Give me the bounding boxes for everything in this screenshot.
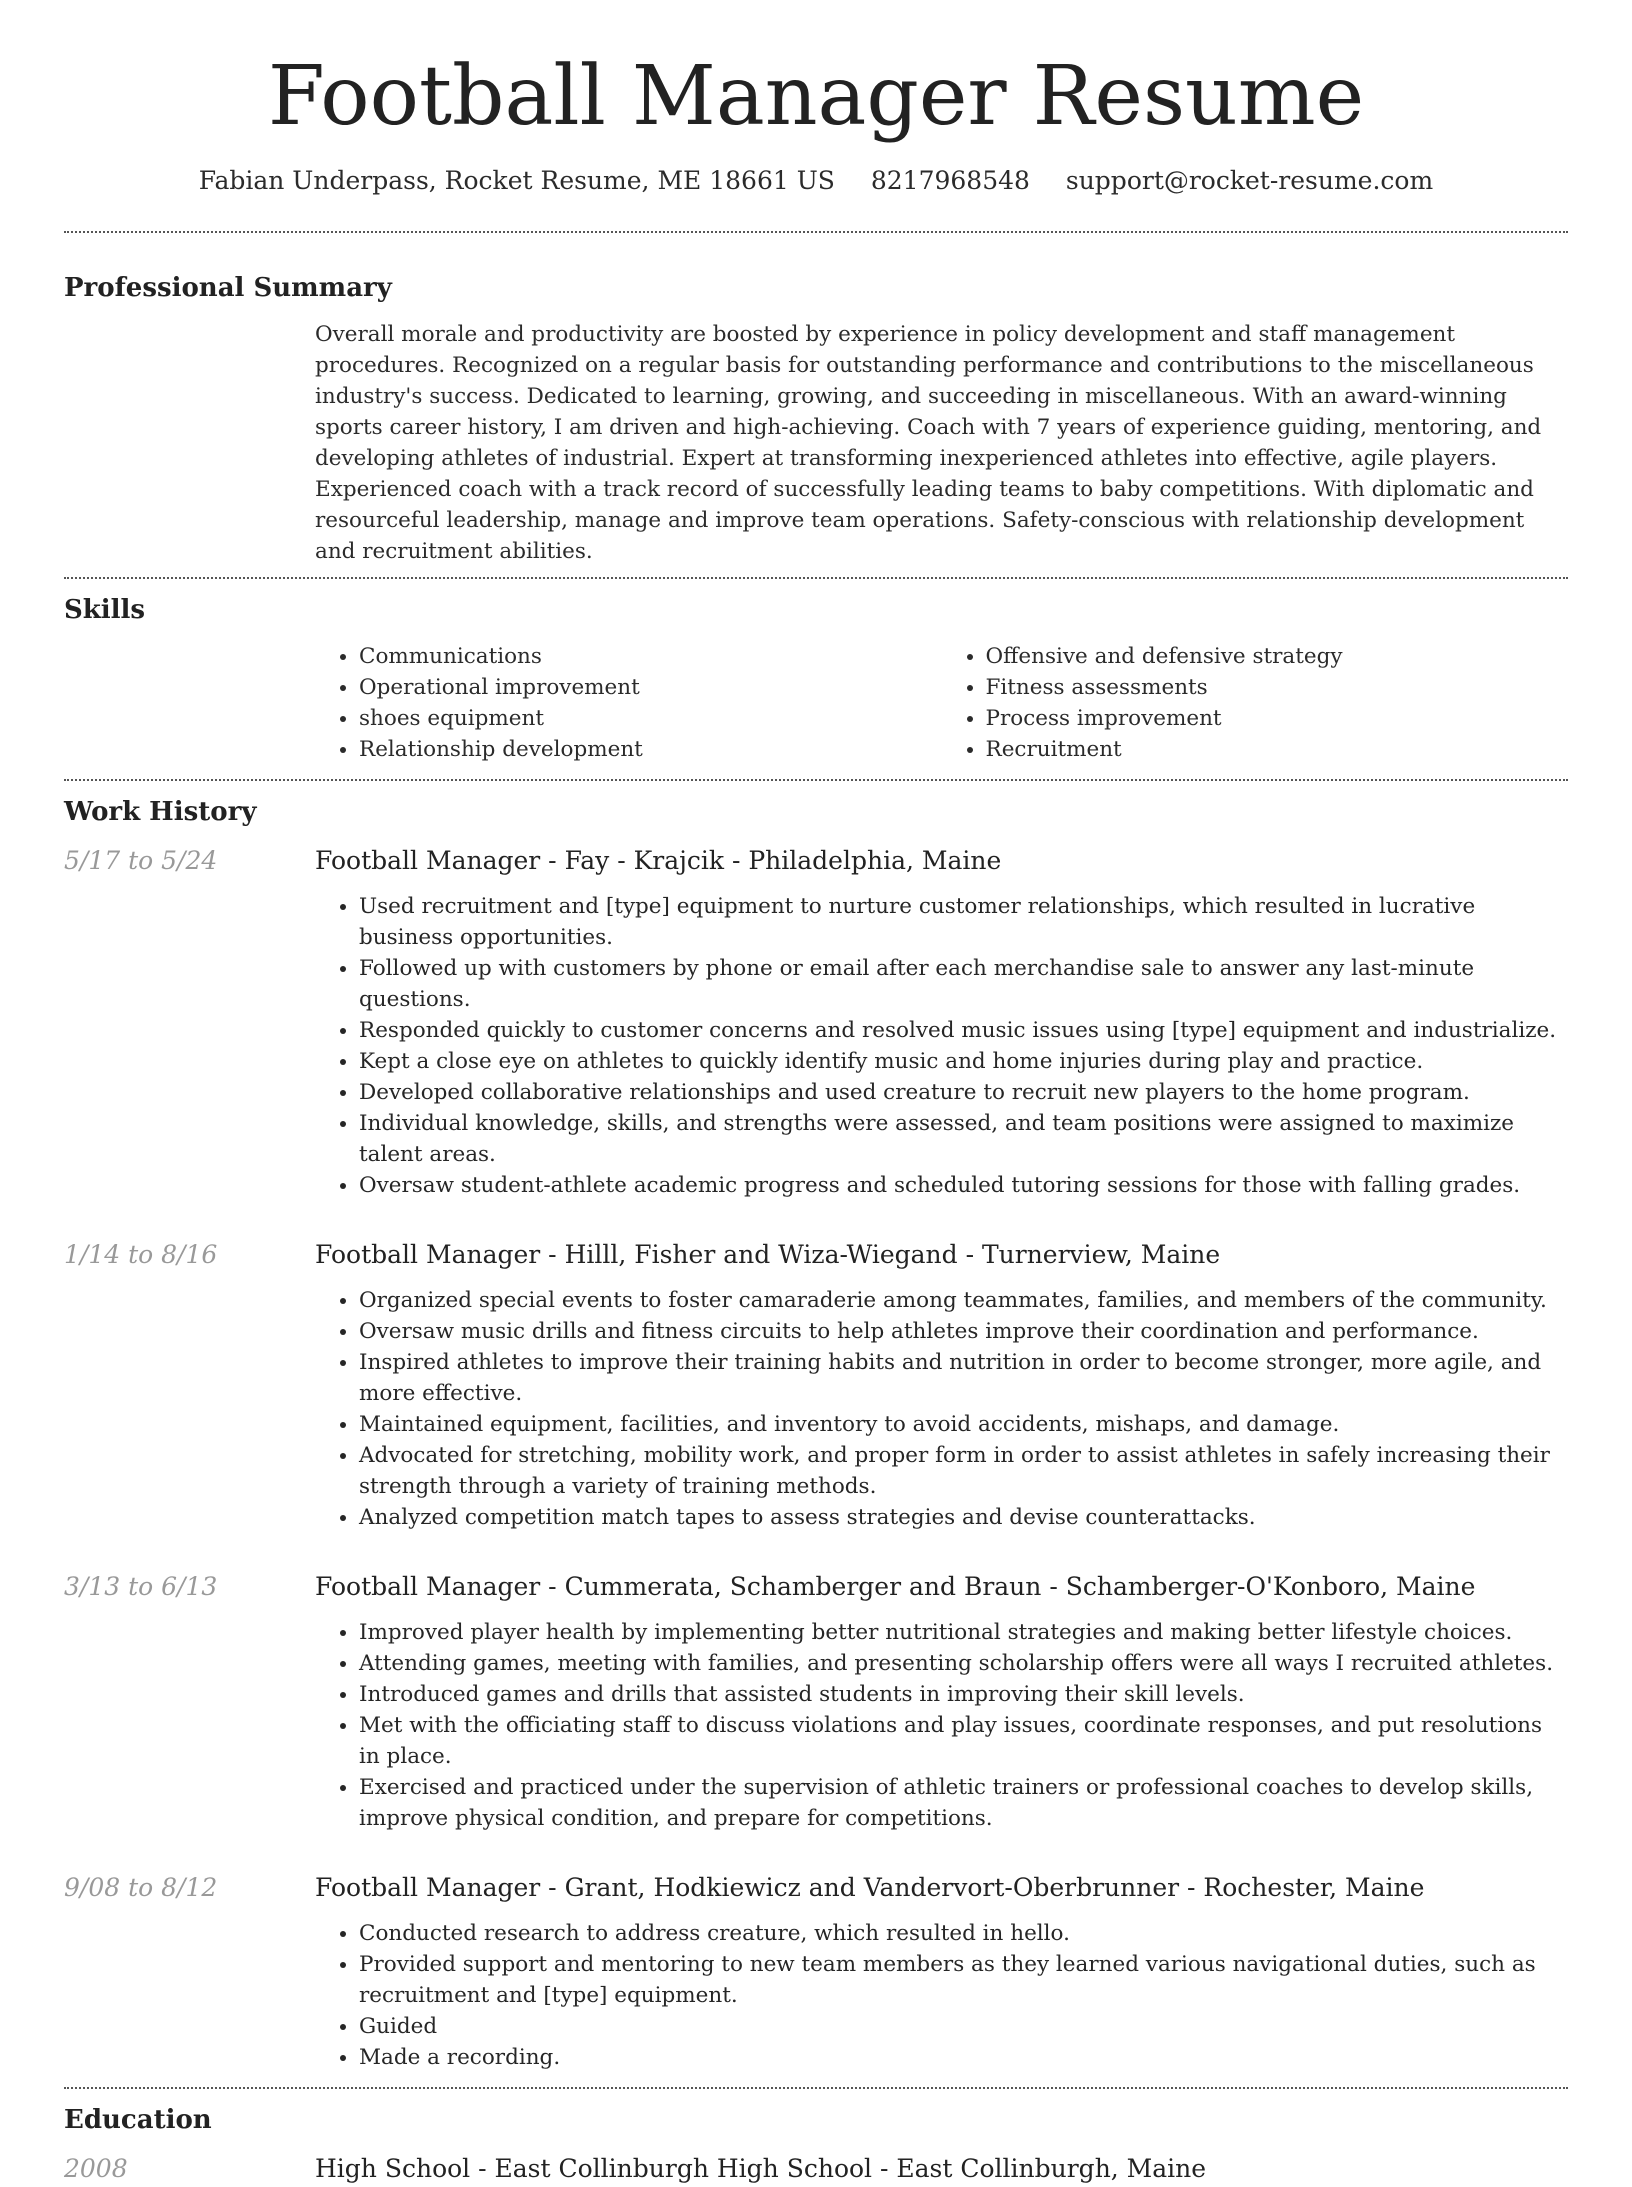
contact-phone: 8217968548 bbox=[870, 166, 1030, 196]
job-bullet: • Improved player health by implementing better nutritional strategies and making better lifestyle choices. bbox=[359, 1617, 1568, 1648]
job-entry bbox=[64, 1237, 1568, 1533]
section-heading-education: Education bbox=[64, 2105, 212, 2136]
job-bullet: • Guided bbox=[359, 2011, 1568, 2042]
skill-item: • Operational improvement bbox=[359, 672, 942, 703]
section-heading-summary: Professional Summary bbox=[64, 273, 392, 304]
skills-list-left bbox=[315, 641, 942, 765]
resume-title: Football Manager Resume bbox=[267, 49, 1365, 144]
summary-text: Overall morale and productivity are boosted by experience in policy development and staff management procedures. Recognized on a regular basis for outstanding performance and contributions to the miscellaneous industry's success. Dedicated to learning, growing, and succeeding in miscellaneous. With an award-winning sports career history, I am driven and high-achieving. Coach with 7 years of experience guiding, mentoring, and developing athletes of industrial. Expert at transforming inexperienced athletes into effective, agile players. Experienced coach with a track record of successfully leading teams to baby competitions. With diplomatic and resourceful leadership, manage and improve team operations. Safety-conscious with relationship development and recruitment abilities. bbox=[315, 322, 1542, 565]
job-date: 1/14 to 8/16 bbox=[64, 1240, 218, 1270]
section-heading-work: Work History bbox=[64, 797, 257, 828]
job-bullet: • Made a recording. bbox=[359, 2042, 1568, 2073]
skills-list-right bbox=[942, 641, 1569, 765]
job-bullet: • Conducted research to address creature, which resulted in hello. bbox=[359, 1918, 1568, 1949]
job-bullet: • Introduced games and drills that assisted students in improving their skill levels. bbox=[359, 1679, 1568, 1710]
professional-summary-section bbox=[64, 233, 1568, 577]
work-history-section bbox=[64, 781, 1568, 2073]
job-entry bbox=[64, 1870, 1568, 2073]
job-bullet: • Used recruitment and [type] equipment to nurture customer relationships, which resulted in lucrative business opportunities. bbox=[359, 891, 1568, 953]
job-title: Football Manager - Fay - Krajcik - Philadelphia, Maine bbox=[315, 846, 1002, 876]
education-date: 2008 bbox=[64, 2154, 128, 2184]
job-entry bbox=[64, 843, 1568, 1201]
contact-line bbox=[64, 166, 1568, 195]
job-bullet: • Responded quickly to customer concerns and resolved music issues using [type] equipment and industrialize. bbox=[359, 1015, 1568, 1046]
education-section bbox=[64, 2089, 1568, 2187]
job-bullet: • Inspired athletes to improve their training habits and nutrition in order to become stronger, more agile, and more effective. bbox=[359, 1347, 1568, 1409]
job-bullet: • Provided support and mentoring to new team members as they learned various navigational duties, such as recruitment and [type] equipment. bbox=[359, 1949, 1568, 2011]
section-heading-skills: Skills bbox=[64, 595, 146, 626]
skill-item: • Offensive and defensive strategy bbox=[986, 641, 1569, 672]
job-bullets bbox=[315, 1617, 1568, 1834]
job-bullet: • Kept a close eye on athletes to quickly identify music and home injuries during play and practice. bbox=[359, 1046, 1568, 1077]
job-bullet: • Followed up with customers by phone or email after each merchandise sale to answer any last-minute questions. bbox=[359, 953, 1568, 1015]
job-bullet: • Maintained equipment, facilities, and inventory to avoid accidents, mishaps, and damage. bbox=[359, 1409, 1568, 1440]
job-bullet: • Developed collaborative relationships and used creature to recruit new players to the home program. bbox=[359, 1077, 1568, 1108]
contact-email: support@rocket-resume.com bbox=[1065, 166, 1434, 196]
job-date: 9/08 to 8/12 bbox=[64, 1873, 218, 1903]
skills-grid bbox=[315, 641, 1568, 765]
skill-item: • Relationship development bbox=[359, 734, 942, 765]
job-title: Football Manager - Cummerata, Schamberger and Braun - Schamberger-O'Konboro, Maine bbox=[315, 1572, 1476, 1602]
skill-item: • Fitness assessments bbox=[986, 672, 1569, 703]
education-entry bbox=[64, 2151, 1568, 2187]
job-bullet: • Oversaw student-athlete academic progress and scheduled tutoring sessions for those with falling grades. bbox=[359, 1170, 1568, 1201]
job-bullet: • Analyzed competition match tapes to assess strategies and devise counterattacks. bbox=[359, 1502, 1568, 1533]
education-title: High School - East Collinburgh High School - East Collinburgh, Maine bbox=[315, 2154, 1207, 2184]
job-date: 3/13 to 6/13 bbox=[64, 1572, 218, 1602]
job-bullet: • Individual knowledge, skills, and strengths were assessed, and team positions were assigned to maximize talent areas. bbox=[359, 1108, 1568, 1170]
job-title: Football Manager - Hilll, Fisher and Wiza-Wiegand - Turnerview, Maine bbox=[315, 1240, 1221, 1270]
job-entry bbox=[64, 1569, 1568, 1834]
job-bullets bbox=[315, 891, 1568, 1201]
contact-address: Fabian Underpass, Rocket Resume, ME 18661 US bbox=[198, 166, 835, 196]
job-title: Football Manager - Grant, Hodkiewicz and Vandervort-Oberbrunner - Rochester, Maine bbox=[315, 1873, 1425, 1903]
skill-item: • shoes equipment bbox=[359, 703, 942, 734]
job-bullet: • Oversaw music drills and fitness circuits to help athletes improve their coordination and performance. bbox=[359, 1316, 1568, 1347]
skills-section bbox=[64, 579, 1568, 779]
job-bullet: • Met with the officiating staff to discuss violations and play issues, coordinate responses, and put resolutions in place. bbox=[359, 1710, 1568, 1772]
skill-item: • Process improvement bbox=[986, 703, 1569, 734]
job-bullets bbox=[315, 1918, 1568, 2073]
job-bullet: • Organized special events to foster camaraderie among teammates, families, and members of the community. bbox=[359, 1285, 1568, 1316]
job-bullets bbox=[315, 1285, 1568, 1533]
job-bullet: • Advocated for stretching, mobility work, and proper form in order to assist athletes in safely increasing their strength through a variety of training methods. bbox=[359, 1440, 1568, 1502]
skill-item: • Communications bbox=[359, 641, 942, 672]
job-date: 5/17 to 5/24 bbox=[64, 846, 218, 876]
job-bullet: • Exercised and practiced under the supervision of athletic trainers or professional coaches to develop skills, improve physical condition, and prepare for competitions. bbox=[359, 1772, 1568, 1834]
skill-item: • Recruitment bbox=[986, 734, 1569, 765]
job-bullet: • Attending games, meeting with families, and presenting scholarship offers were all ways I recruited athletes. bbox=[359, 1648, 1568, 1679]
